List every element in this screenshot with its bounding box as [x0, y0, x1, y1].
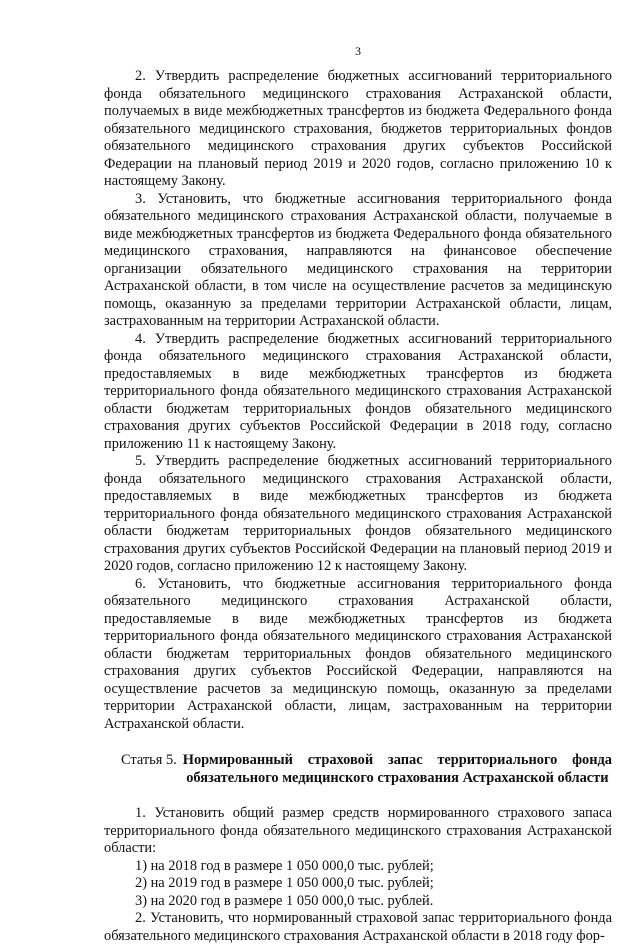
article-title: Нормированный страховой запас территориального фонда обязательного медицинского страхования Астраханской области	[182, 752, 612, 786]
paragraph-4-distribution-2018: 4. Утвердить распределение бюджетных ассигнований территориального фонда обязательного медицинского страхования Астраханской области, предоставляемых в виде межбюджетных трансфертов из бюджета территориального фонда обязательного медицинского страхования Астраханской области бюджетам территориальных фондов обязательного медицинского страхования других субъектов Российской Федерации в 2018 году, согласно приложению 11 к настоящему Закону.	[104, 330, 612, 452]
list-item-2019: 2) на 2019 год в размере 1 050 000,0 тыс. рублей;	[135, 875, 434, 891]
page-number: 3	[355, 44, 361, 58]
paragraph-reserve-intro: 1. Установить общий размер средств нормированного страхового запаса территориального фонда обязательного медицинского страхования Астраханской области:	[104, 805, 612, 856]
article-label: Статья 5.	[121, 752, 177, 768]
paragraph-3-allocations-purpose: 3. Установить, что бюджетные ассигнования территориального фонда обязательного медицинского страхования Астраханской области, получаемые в виде межбюджетных трансфертов из бюджета Федерального фонда обязательного медицинского страхования, направляются на финансовое обеспечение организации обязательного медицинского страхования на территории Астраханской области, в том числе на осуществление расчетов за медицинскую помощь, оказанную за пределами территории Астраханской области, лицам, застрахованным на территории Астраханской области.	[104, 190, 612, 329]
paragraph-2-distribution-2019-2020: 2. Утвердить распределение бюджетных ассигнований территориального фонда обязательного медицинского страхования Астраханской области, получаемых в виде межбюджетных трансфертов из бюджета Федерального фонда обязательного медицинского страхования, бюджетов территориальных фондов обязательного медицинского страхования других субъектов Российской Федерации на плановый период 2019 и 2020 годов, согласно приложению 10 к настоящему Закону.	[104, 68, 612, 189]
list-item-2020: 3) на 2020 год в размере 1 050 000,0 тыс. рублей.	[135, 892, 434, 909]
article-5-heading	[104, 752, 612, 787]
list-item-2018: 1) на 2018 год в размере 1 050 000,0 тыс. рублей;	[135, 857, 434, 874]
paragraph-6-allocations-settlements: 6. Установить, что бюджетные ассигнования территориального фонда обязательного медицинского страхования Астраханской области, предоставляемые в виде межбюджетных трансфертов из бюджета территориального фонда обязательного медицинского страхования Астраханской области бюджетам территориальных фондов обязательного медицинского страхования других субъектов Российской Федерации, направляются на осуществление расчетов за медицинскую помощь, оказанную за пределами территории Астраханской области, лицам, застрахованным на территории Астраханской области.	[104, 575, 612, 732]
paragraph-5-distribution-planned: 5. Утвердить распределение бюджетных ассигнований территориального фонда обязательного медицинского страхования Астраханской области, предоставляемых в виде межбюджетных трансфертов из бюджета территориального фонда обязательного медицинского страхования Астраханской области бюджетам территориальных фондов обязательного медицинского страхования других субъектов Российской Федерации на плановый период 2019 и 2020 годов, согласно приложению 12 к настоящему Закону.	[104, 453, 612, 574]
paragraph-reserve-formation: 2. Установить, что нормированный страховой запас территориального фонда обязательного медицинского страхования Астраханской области в 2018 году фор-	[104, 910, 612, 944]
